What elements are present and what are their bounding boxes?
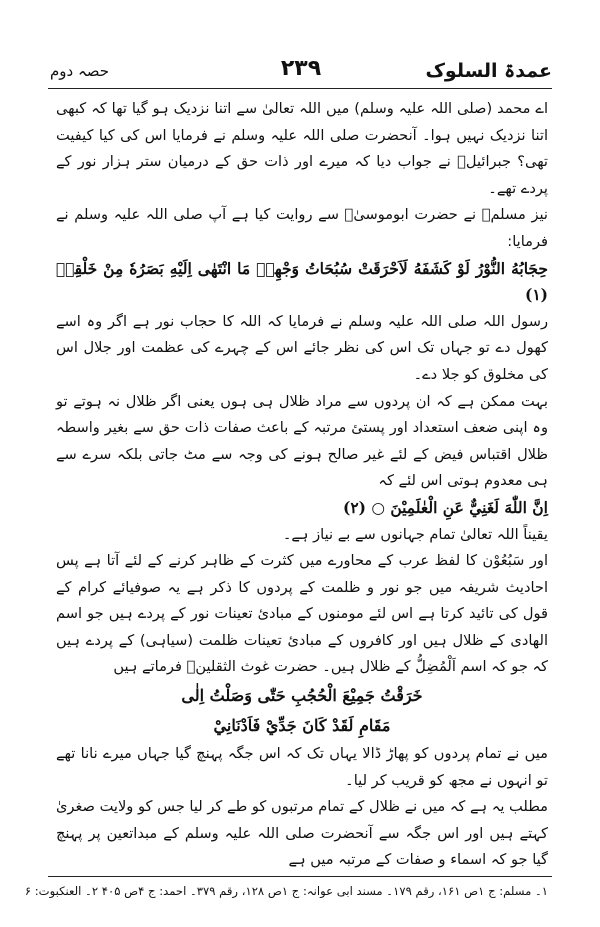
paragraph-7: میں نے تمام پردوں کو پھاڑ ڈالا یہاں تک کہ اس جگہ پہنچ گیا جہاں میرے نانا تھے تو انہوں نے مجھ کو قریب کر لیا۔ (56, 745, 548, 789)
paragraph-5: یقیناً اللہ تعالیٰ تمام جہانوں سے بے نیاز ہے۔ (282, 525, 548, 543)
poem-line-2: مَقَامِ لَقَدْ كَانَ جَدِّيْ فَاَدْنَانِيْ (213, 716, 391, 736)
quran-verse: اِنَّ اللّٰهَ لَغَنِيٌّ عَنِ الْعٰلَمِيْنَ ○ (۲) (343, 497, 548, 517)
poem-line-1: خَرَقْتُ جَمِيْعَ الْحُجُبِ حَتّٰى وَصَلْتُ اِلٰى (181, 686, 423, 706)
hadith-arabic: حِجَابُهُ النُّوْرُ لَوْ كَشَفَهُ لَاَحْرَقَتْ سُبُحَاتُ وَجْهِهٖ مَا انْتَهٰى اِلَيْهِ بَصَرُهٗ مِنْ خَلْقِهٖ (۱) (56, 258, 548, 305)
page-number: ۲۳۹ (280, 56, 322, 81)
footnote-rule (48, 876, 552, 877)
footnote: ۱۔ مسلم: ج ۱ص ۱۶۱، رقم ۱۷۹۔ مسند ابی عوانہ: ج ۱ص ۱۲۸، رقم ۳۷۹۔ احمد: ج ۴ص ۴۰۵ ۲۔ العنکبوت: ۶ (24, 884, 548, 898)
paragraph-8: مطلب یہ ہے کہ میں نے ظلال کے تمام مرتبوں کو طے کر لیا جس کو ولایت صغریٰ کہتے ہیں اور اس جگہ سے آنحضرت صلی اللہ علیہ وسلم کے مبداتعین پر پہنچ گیا جو کہ اسماء و صفات کے مرتبہ میں ہے (56, 798, 548, 869)
paragraph-6: اور سَبُعُوْن کا لفظ عرب کے محاورے میں کثرت کے ظاہر کرنے کے لئے آتا ہے پس احادیث شریفہ میں جو نور و ظلمت کے پردوں کا ذکر ہے یہ صوفیائے کرام کے قول کی تائید کرتا ہے اس لئے مومنوں کے مبادیٔ تعینات نور کے پردے ہیں جو اسم الهادی کے ظلال ہیں اور کافروں کے مبادیٔ تعینات ظلمت (سیاہی) کے پردے ہیں کہ جو کہ اسم اَلْمُضِلُّ کے ظلال ہیں۔ حضرت غوث الثقلینؒ فرماتے ہیں (56, 552, 548, 676)
paragraph-4: بہت ممکن ہے کہ ان پردوں سے مراد ظلال ہی ہوں یعنی اگر ظلال نہ ہوتے تو وہ اپنی ضعف استعداد اور پستیٔ مرتبہ کے باعث صفات ذات حق سے بغیر واسطہ ظلال اقتباس فیض کے لئے غیر صالح ہونے کی وجہ سے مٹ جاتی بلکہ سرے سے ہی معدوم ہوتی اس لئے کہ (56, 392, 548, 490)
paragraph-1: اے محمد (صلی اللہ علیہ وسلم) میں اللہ تعالیٰ سے اتنا نزدیک ہو گیا تھا کہ کبھی اتنا نزدیک نہیں ہوا۔ آنحضرت صلی اللہ علیہ وسلم نے فرمایا اس کی کیا کیفیت تھی؟ جبرائیلؑ نے جواب دیا کہ میرے اور ذات حق کے درمیان ستر ہزار نور کے پردے تھے۔ (56, 100, 548, 197)
part-label: حصہ دوم (50, 62, 110, 80)
paragraph-2: نیز مسلمؒ نے حضرت ابوموسیٰؓ سے روایت کیا ہے آپ صلی اللہ علیہ وسلم نے فرمایا: (56, 206, 548, 250)
page-body (56, 96, 548, 874)
header-rule (48, 88, 552, 89)
page-header (50, 56, 552, 86)
paragraph-3: رسول اللہ صلی اللہ علیہ وسلم نے فرمایا کہ اللہ کا حجاب نور ہے اگر وہ اسے کھول دے تو جہاں تک اس کی نظر جائے اس کے چہرے کی عظمت اور جلال اس کی مخلوق کو جلا دے۔ (56, 312, 548, 383)
book-title: عمدۃ السلوک (425, 60, 552, 82)
